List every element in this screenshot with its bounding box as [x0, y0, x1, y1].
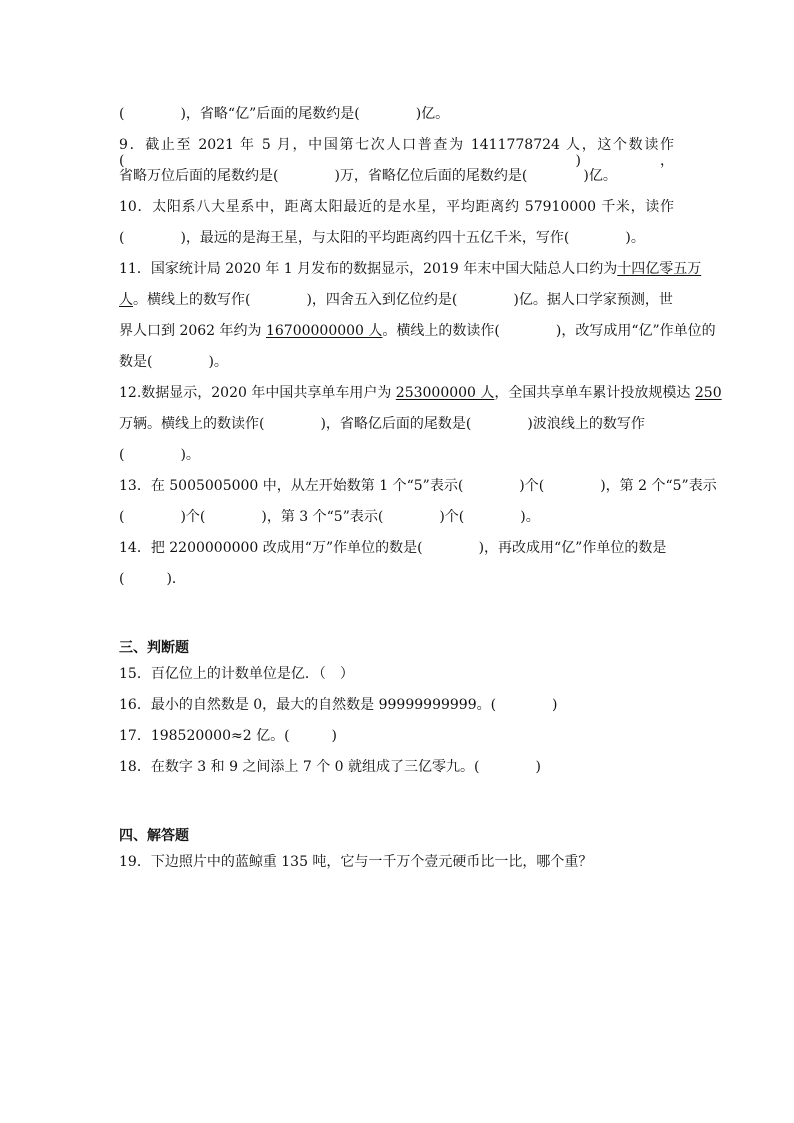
section-heading-judgement: 三、判断题 [119, 640, 189, 656]
q11-line-3 [119, 323, 716, 339]
q18: 18．在数字 3 和 9 之间添上 7 个 0 就组成了三亿零九。( ) [119, 759, 541, 775]
q12-line-3: ( )。 [119, 447, 200, 463]
q14-line-1: 14．把 2200000000 改成用“万”作单位的数是( )，再改成用“亿”作单位的数是 [119, 540, 667, 556]
q11-underlined-unit: 人 [119, 292, 133, 308]
q15: 15．百亿位上的计数单位是亿．（ ） [119, 666, 354, 682]
q12-wavy-number: 250 [694, 385, 722, 401]
q17: 17．198520000≈2 亿。( ) [119, 728, 337, 744]
q12-underlined-users: 253000000 人 [395, 385, 495, 401]
q14-line-2: ( )． [119, 571, 186, 587]
q8-continuation: ( )，省略“亿”后面的尾数约是( )亿。 [119, 106, 450, 122]
q10-line-2: ( )，最远的是海王星，与太阳的平均距离约四十五亿千米，写作( )。 [119, 230, 645, 246]
q13-line-2: ( )个( )，第 3 个“5”表示( )个( )。 [119, 509, 540, 525]
q11-text: 11．国家统计局 2020 年 1 月发布的数据显示，2019 年末中国大陆总人口约为 [119, 261, 618, 277]
q11-line-4: 数是( )。 [119, 354, 228, 370]
q11-line-2 [119, 292, 673, 308]
q19: 19．下边照片中的蓝鲸重 135 吨，它与一千万个壹元硬币比一比，哪个重？ [119, 854, 593, 870]
q12-text: 12.数据显示，2020 年中国共享单车用户为 [119, 385, 396, 401]
q11-underlined-number: 十四亿零五万 [617, 261, 702, 277]
q12-text-2: ，全国共享单车累计投放规模达 [494, 385, 695, 401]
q11-line-1 [119, 261, 701, 277]
q12-line-2: 万辆。横线上的数读作( )，省略亿后面的尾数是( )波浪线上的数写作 [119, 416, 645, 432]
q11-underlined-population: 16700000000 人 [265, 323, 383, 339]
q16: 16．最小的自然数是 0，最大的自然数是 99999999999。( ) [119, 697, 558, 713]
q11-text-2: 。横线上的数写作( )，四舍五入到亿位约是( )亿。据人口学家预测，世 [133, 292, 673, 308]
q12-line-1 [119, 385, 722, 401]
q11-text-3: 界人口到 2062 年约为 [119, 323, 266, 339]
q9-line-1: 9．截止至 2021 年 5 月，中国第七次人口普查为 1411778724 人，这个数读作( )， [119, 137, 674, 169]
q11-text-4: 。横线上的数读作( )，改写成用“亿”作单位的 [382, 323, 716, 339]
q10-line-1: 10．太阳系八大星系中，距离太阳最近的是水星，平均距离约 57910000 千米，读作 [119, 199, 674, 215]
section-heading-solve: 四、解答题 [119, 828, 189, 844]
q9-line-2: 省略万位后面的尾数约是( )万，省略亿位后面的尾数约是( )亿。 [119, 168, 617, 184]
q13-line-1: 13．在 5005005000 中，从左开始数第 1 个“5”表示( )个( )，第 2 个“5”表示 [119, 478, 717, 494]
